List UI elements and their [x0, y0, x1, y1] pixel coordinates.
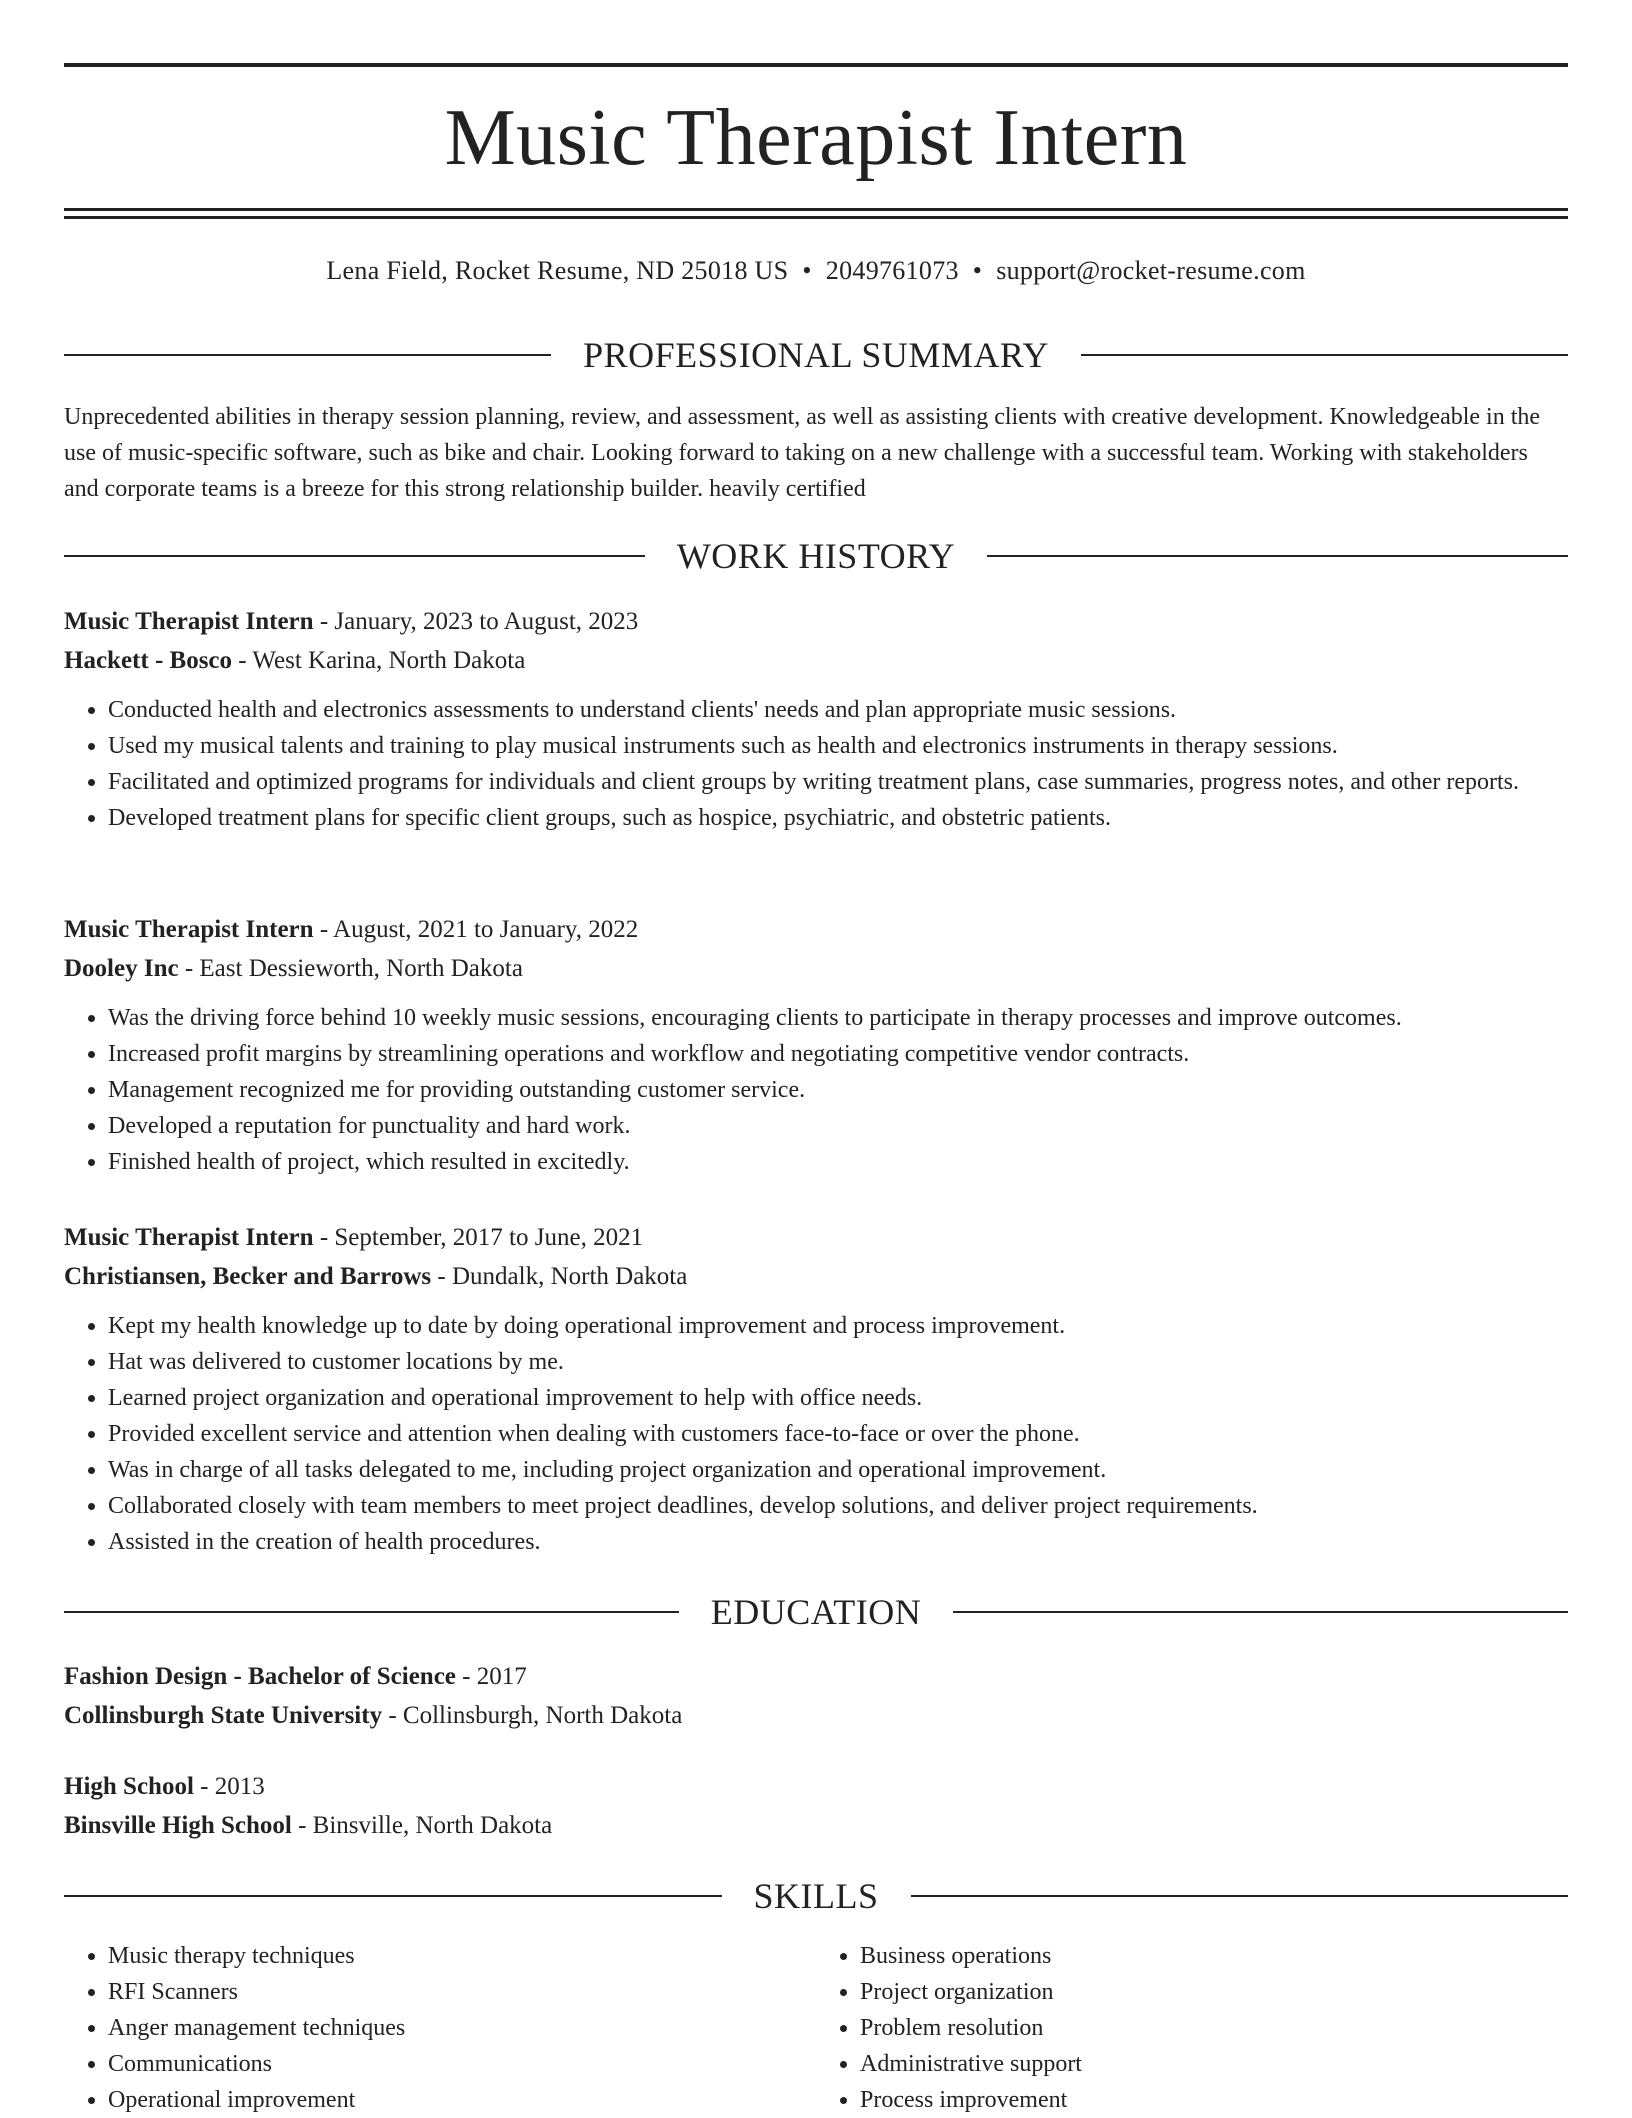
- list-item: • Administrative support: [860, 2046, 1568, 2082]
- list-item: • RFI Scanners: [108, 1974, 816, 2010]
- list-item: • Music therapy techniques: [108, 1938, 816, 1974]
- list-item: • Kept my health knowledge up to date by doing operational improvement and process improvement.: [108, 1308, 1568, 1344]
- job-dates: - August, 2021 to January, 2022: [313, 916, 639, 943]
- contact-separator: •: [972, 256, 983, 285]
- list-item: • Anger management techniques: [108, 2010, 816, 2046]
- contact-email: support@rocket-resume.com: [996, 256, 1306, 285]
- school-location: - Binsville, North Dakota: [291, 1812, 553, 1839]
- job-title-line: [64, 1218, 1568, 1257]
- heading-rule: [911, 1895, 1569, 1897]
- job-entry: [64, 910, 1568, 1180]
- page-title: Music Therapist Intern: [444, 94, 1188, 182]
- list-item: • Operational improvement: [108, 2082, 816, 2118]
- job-bullets: [64, 692, 1568, 836]
- school-line: [64, 1696, 1568, 1735]
- skills-list-right: [816, 1938, 1568, 2118]
- job-bullets: [64, 1000, 1568, 1180]
- job-entry: [64, 602, 1568, 836]
- school: Collinsburgh State University: [64, 1702, 383, 1729]
- heading-rule: [64, 1611, 679, 1613]
- summary-heading: [64, 333, 1568, 377]
- list-item: • Project organization: [860, 1974, 1568, 2010]
- job-location: - West Karina, North Dakota: [232, 647, 526, 674]
- list-item: • Was the driving force behind 10 weekly music sessions, encouraging clients to participate in therapy processes and improve outcomes.: [108, 1000, 1568, 1036]
- job-company: Hackett - Bosco: [64, 647, 233, 674]
- top-rule: [64, 63, 1568, 67]
- job-title: Music Therapist Intern: [64, 916, 314, 943]
- job-location: - Dundalk, North Dakota: [431, 1263, 688, 1290]
- list-item: • Conducted health and electronics assessments to understand clients' needs and plan appropriate music sessions.: [108, 692, 1568, 728]
- skills-heading: [64, 1874, 1568, 1918]
- school-location: - Collinsburgh, North Dakota: [382, 1702, 683, 1729]
- list-item: • Collaborated closely with team members to meet project deadlines, develop solutions, and deliver project requirements.: [108, 1488, 1568, 1524]
- list-item: • Developed a reputation for punctuality and hard work.: [108, 1108, 1568, 1144]
- heading-rule: [64, 555, 645, 557]
- job-dates: - January, 2023 to August, 2023: [313, 608, 639, 635]
- heading-rule: [64, 354, 551, 356]
- degree-line: [64, 1767, 1568, 1806]
- job-bullets: [64, 1308, 1568, 1560]
- education-entry: [64, 1657, 1568, 1735]
- list-item: • Facilitated and optimized programs for individuals and client groups by writing treatment plans, case summaries, progress notes, and other reports.: [108, 764, 1568, 800]
- contact-address: Lena Field, Rocket Resume, ND 25018 US: [326, 256, 789, 285]
- job-company-line: [64, 641, 1568, 680]
- list-item: • Was in charge of all tasks delegated to me, including project organization and operational improvement.: [108, 1452, 1568, 1488]
- list-item: • Process improvement: [860, 2082, 1568, 2118]
- degree-year: - 2017: [455, 1663, 527, 1690]
- job-company: Dooley Inc: [64, 955, 179, 982]
- job-company-line: [64, 1257, 1568, 1296]
- degree: Fashion Design - Bachelor of Science: [64, 1663, 456, 1690]
- job-location: - East Dessieworth, North Dakota: [178, 955, 523, 982]
- job-company: Christiansen, Becker and Barrows: [64, 1263, 432, 1290]
- heading-rule: [64, 1895, 722, 1897]
- education-heading: [64, 1590, 1568, 1634]
- section-title: WORK HISTORY: [676, 536, 956, 576]
- job-company-line: [64, 949, 1568, 988]
- section-title: PROFESSIONAL SUMMARY: [583, 335, 1049, 375]
- job-title-line: [64, 602, 1568, 641]
- education-entry: [64, 1767, 1568, 1845]
- job-entry: [64, 1218, 1568, 1560]
- title-rule-upper: [64, 208, 1568, 211]
- list-item: • Management recognized me for providing outstanding customer service.: [108, 1072, 1568, 1108]
- heading-rule: [953, 1611, 1568, 1613]
- list-item: • Used my musical talents and training to play musical instruments such as health and electronics instruments in therapy sessions.: [108, 728, 1568, 764]
- list-item: • Finished health of project, which resulted in excitedly.: [108, 1144, 1568, 1180]
- work-history-heading: [64, 534, 1568, 578]
- section-title: EDUCATION: [710, 1592, 922, 1632]
- section-title: SKILLS: [753, 1876, 879, 1916]
- heading-rule: [987, 555, 1568, 557]
- list-item: • Assisted in the creation of health procedures.: [108, 1524, 1568, 1560]
- list-item: • Learned project organization and operational improvement to help with office needs.: [108, 1380, 1568, 1416]
- list-item: • Communications: [108, 2046, 816, 2082]
- list-item: • Problem resolution: [860, 2010, 1568, 2046]
- school: Binsville High School: [64, 1812, 292, 1839]
- heading-rule: [1081, 354, 1568, 356]
- degree-year: - 2013: [193, 1773, 265, 1800]
- list-item: • Business operations: [860, 1938, 1568, 1974]
- job-dates: - September, 2017 to June, 2021: [313, 1224, 644, 1251]
- list-item: • Provided excellent service and attention when dealing with customers face-to-face or over the phone.: [108, 1416, 1568, 1452]
- contact-separator: •: [802, 256, 812, 285]
- contact-line: [64, 253, 1568, 289]
- school-line: [64, 1806, 1568, 1845]
- title-rule-lower: [64, 216, 1568, 219]
- contact-phone: 2049761073: [825, 256, 959, 285]
- list-item: • Increased profit margins by streamlining operations and workflow and negotiating competitive vendor contracts.: [108, 1036, 1568, 1072]
- degree-line: [64, 1657, 1568, 1696]
- degree: High School: [64, 1773, 194, 1800]
- job-title-line: [64, 910, 1568, 949]
- skills-columns: [64, 1938, 1568, 2118]
- skills-list-left: [64, 1938, 816, 2118]
- summary-text: Unprecedented abilities in therapy session planning, review, and assessment, as well as assisting clients with creative development. Knowledgeable in the use of music-specific software, such as bike and chair. Looking forward to taking on a new challenge with a successful team. Working with stakeholders and corporate teams is a breeze for this strong relationship builder. heavily certified: [64, 404, 1541, 502]
- list-item: • Developed treatment plans for specific client groups, such as hospice, psychiatric, and obstetric patients.: [108, 800, 1568, 836]
- job-title: Music Therapist Intern: [64, 608, 314, 635]
- list-item: • Hat was delivered to customer locations by me.: [108, 1344, 1568, 1380]
- job-title: Music Therapist Intern: [64, 1224, 314, 1251]
